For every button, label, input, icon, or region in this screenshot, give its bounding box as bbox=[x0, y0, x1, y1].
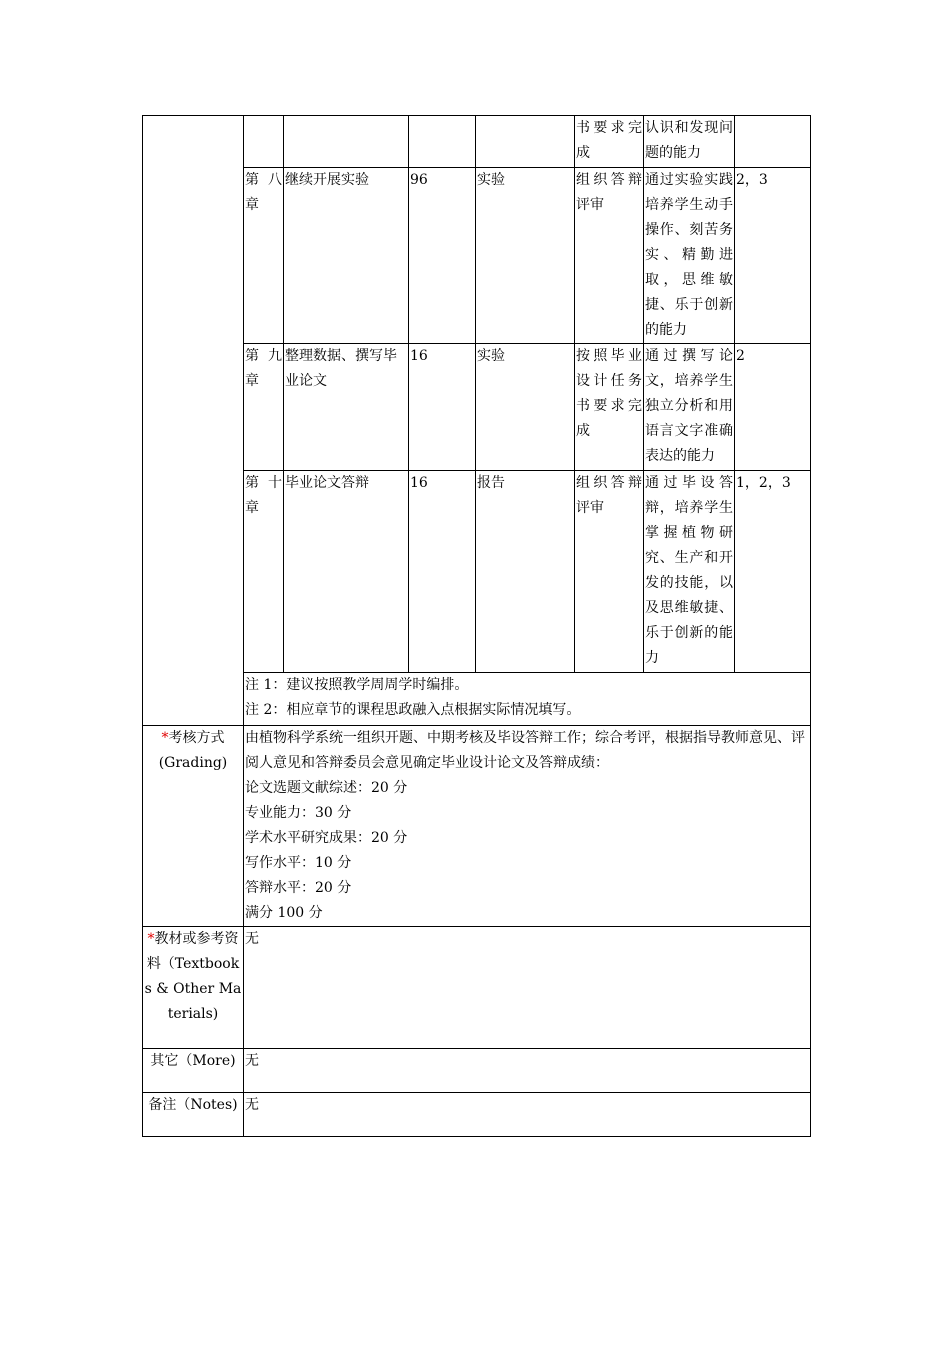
content-cell: 毕业论文答辩 bbox=[284, 471, 409, 673]
continued-row bbox=[143, 116, 811, 168]
method-cell: 组织答辩评审 bbox=[575, 471, 644, 673]
content-cell: 整理数据、撰写毕业论文 bbox=[284, 344, 409, 471]
method-cell: 按照毕业设计任务书要求完成 bbox=[575, 344, 644, 471]
goal-cell: 通过毕设答辩，培养学生掌握植物研究、生产和开发的技能，以及思维敏捷、乐于创新的能力 bbox=[644, 471, 735, 673]
textbooks-label: 教材或参考资料（Textbooks & Other Materials) bbox=[144, 931, 242, 1022]
goal-cell: 通过实验实践培养学生动手操作、刻苦务实、精勤进取，思维敏捷、乐于创新的能力 bbox=[644, 168, 735, 344]
goal-cell: 认识和发现问题的能力 bbox=[644, 116, 735, 168]
textbooks-label-cell bbox=[143, 927, 244, 1049]
remarks-row bbox=[143, 1093, 811, 1137]
course-syllabus-table bbox=[142, 115, 811, 1137]
notes-cell bbox=[244, 673, 811, 726]
chapter-cell: 第八章 bbox=[244, 168, 284, 344]
grading-label: 考核方式 bbox=[168, 730, 225, 746]
grading-line: 满分 100 分 bbox=[245, 905, 323, 921]
grading-line: 答辩水平：20 分 bbox=[245, 880, 352, 896]
goal-cell: 通过撰写论文，培养学生独立分析和用语言文字准确表达的能力 bbox=[644, 344, 735, 471]
remarks-value: 无 bbox=[244, 1093, 811, 1137]
grading-line: 写作水平：10 分 bbox=[245, 855, 352, 871]
chapter-row bbox=[143, 471, 811, 673]
type-cell: 实验 bbox=[476, 168, 575, 344]
textbooks-row bbox=[143, 927, 811, 1049]
notes-row bbox=[143, 673, 811, 726]
method-cell: 组织答辩评审 bbox=[575, 168, 644, 344]
grading-content-cell bbox=[244, 726, 811, 927]
grading-line: 由植物科学系统一组织开题、中期考核及毕设答辩工作；综合考评，根据指导教师意见、评阅人意见和答辩委员会意见确定毕业设计论文及答辩成绩： bbox=[245, 730, 805, 771]
objectives-cell: 2，3 bbox=[735, 168, 811, 344]
required-asterisk: * bbox=[147, 931, 155, 947]
grading-line: 学术水平研究成果：20 分 bbox=[245, 830, 408, 846]
content-cell: 继续开展实验 bbox=[284, 168, 409, 344]
grading-label-cell bbox=[143, 726, 244, 927]
objectives-cell: 2 bbox=[735, 344, 811, 471]
hours-cell: 96 bbox=[409, 168, 476, 344]
textbooks-value: 无 bbox=[244, 927, 811, 1049]
method-cell: 书要求完成 bbox=[575, 116, 644, 168]
remarks-label: 备注（Notes) bbox=[143, 1093, 244, 1137]
type-cell: 报告 bbox=[476, 471, 575, 673]
grading-line: 论文选题文献综述：20 分 bbox=[245, 780, 408, 796]
grading-line: 专业能力：30 分 bbox=[245, 805, 352, 821]
hours-cell: 16 bbox=[409, 471, 476, 673]
note-line: 注 1：建议按照教学周周学时编排。 bbox=[245, 677, 469, 693]
required-asterisk: * bbox=[161, 730, 169, 746]
grading-label-en: (Grading) bbox=[158, 755, 228, 771]
chapter-row bbox=[143, 344, 811, 471]
chapter-cell: 第九章 bbox=[244, 344, 284, 471]
chapter-cell: 第十章 bbox=[244, 471, 284, 673]
more-value: 无 bbox=[244, 1049, 811, 1093]
left-label-cell bbox=[143, 116, 244, 726]
more-row bbox=[143, 1049, 811, 1093]
note-line: 注 2：相应章节的课程思政融入点根据实际情况填写。 bbox=[245, 702, 581, 718]
type-cell: 实验 bbox=[476, 344, 575, 471]
objectives-cell: 1，2，3 bbox=[735, 471, 811, 673]
chapter-row bbox=[143, 168, 811, 344]
grading-row bbox=[143, 726, 811, 927]
hours-cell: 16 bbox=[409, 344, 476, 471]
more-label: 其它（More) bbox=[143, 1049, 244, 1093]
